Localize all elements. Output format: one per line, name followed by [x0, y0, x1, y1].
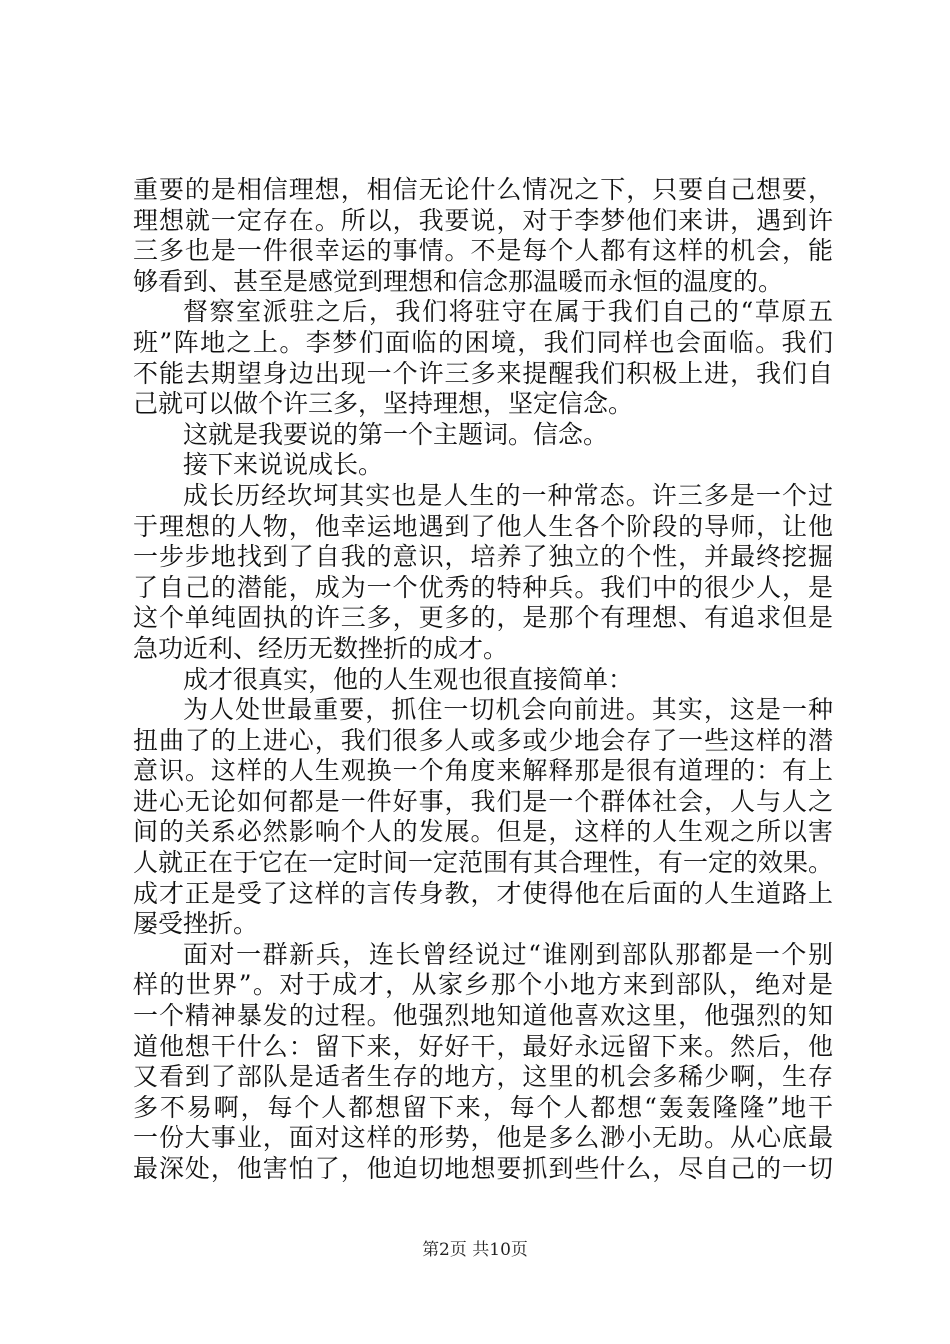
body-text [133, 175, 833, 1185]
text-line: 接下来说说成长。 [183, 450, 384, 480]
text-line: 成才正是受了这样的言传身教，才使得他在后面的人生道路上 [133, 878, 833, 908]
text-line: 进心无论如何都是一件好事，我们是一个群体社会，人与人之 [133, 786, 833, 816]
text-line: 班”阵地之上。李梦们面临的困境，我们同样也会面临。我们 [133, 327, 833, 357]
text-line: 为人处世最重要，抓住一切机会向前进。其实，这是一种 [183, 695, 833, 725]
text-line: 三多也是一件很幸运的事情。不是每个人都有这样的机会，能 [133, 236, 833, 266]
text-line: 一步步地找到了自我的意识，培养了独立的个性，并最终挖掘 [133, 542, 833, 572]
text-line: 面对一群新兵，连长曾经说过“谁刚到部队那都是一个别 [183, 939, 833, 969]
text-line: 急功近利、经历无数挫折的成才。 [133, 633, 509, 663]
text-line: 成才很真实，他的人生观也很直接简单： [183, 664, 634, 694]
text-line: 己就可以做个许三多，坚持理想，坚定信念。 [133, 389, 634, 419]
text-line: 一个精神暴发的过程。他强烈地知道他喜欢这里，他强烈的知 [133, 1001, 833, 1031]
text-line: 成长历经坎坷其实也是人生的一种常态。许三多是一个过 [183, 480, 833, 510]
text-line: 一份大事业，面对这样的形势，他是多么渺小无助。从心底最 [133, 1123, 833, 1153]
text-line: 于理想的人物，他幸运地遇到了他人生各个阶段的导师，让他 [133, 511, 833, 541]
text-line: 人就正在于它在一定时间一定范围有其合理性，有一定的效果。 [133, 848, 833, 878]
text-line: 多不易啊，每个人都想留下来，每个人都想“轰轰隆隆”地干 [133, 1092, 833, 1122]
text-line: 理想就一定存在。所以，我要说，对于李梦他们来讲，遇到许 [133, 205, 833, 235]
text-line: 样的世界”。对于成才，从家乡那个小地方来到部队，绝对是 [133, 970, 833, 1000]
text-line: 间的关系必然影响个人的发展。但是，这样的人生观之所以害 [133, 817, 833, 847]
text-line: 不能去期望身边出现一个许三多来提醒我们积极上进，我们自 [133, 358, 833, 388]
text-line: 屡受挫折。 [133, 909, 259, 939]
text-line: 又看到了部队是适者生存的地方，这里的机会多稀少啊，生存 [133, 1062, 833, 1092]
text-line: 了自己的潜能，成为一个优秀的特种兵。我们中的很少人，是 [133, 572, 833, 602]
text-line: 最深处，他害怕了，他迫切地想要抓到些什么，尽自己的一切 [133, 1154, 833, 1183]
page-number: 第2页 共10页 [422, 1240, 528, 1260]
text-line: 够看到、甚至是感觉到理想和信念那温暖而永恒的温度的。 [133, 266, 784, 296]
text-line: 扭曲了的上进心，我们很多人或多或少地会存了一些这样的潜 [133, 725, 833, 755]
text-line: 这就是我要说的第一个主题词。信念。 [183, 419, 609, 449]
text-line: 这个单纯固执的许三多，更多的，是那个有理想、有追求但是 [133, 603, 833, 633]
text-line: 意识。这样的人生观换一个角度来解释那是很有道理的：有上 [133, 756, 833, 786]
text-line: 督察室派驻之后，我们将驻守在属于我们自己的“草原五 [183, 297, 833, 327]
text-line: 道他想干什么：留下来，好好干，最好永远留下来。然后，他 [133, 1031, 833, 1061]
text-line: 重要的是相信理想，相信无论什么情况之下，只要自己想要， [133, 175, 833, 204]
